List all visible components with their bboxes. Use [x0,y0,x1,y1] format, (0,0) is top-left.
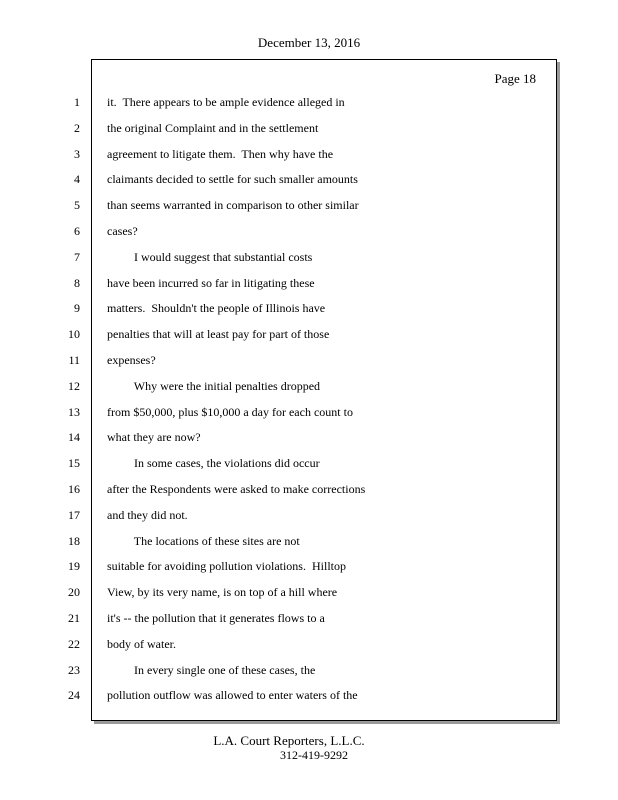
transcript-line [0,376,618,396]
line-text: In some cases, the violations did occur [107,456,320,471]
line-number: 8 [74,275,80,290]
transcript-date: December 13, 2016 [257,35,361,50]
line-text: I would suggest that substantial costs [107,249,313,264]
line-text: penalties that will at least pay for part of those [107,327,330,342]
line-number: 17 [68,507,80,522]
line-text: from $50,000, plus $10,000 a day for each count to [107,404,353,419]
line-number: 6 [74,224,80,238]
line-number: 15 [68,456,80,471]
line-text: In every single one of these cases, the [107,662,316,677]
line-text: claimants decided to settle for such smaller amounts [107,172,358,187]
line-text: cases? [107,224,138,238]
line-text: have been incurred so far in litigating these [107,275,315,290]
transcript-line [0,505,618,525]
line-number: 21 [68,611,80,625]
line-number: 20 [68,585,80,600]
line-number: 24 [68,688,80,703]
line-text: than seems warranted in comparison to other similar [107,198,359,213]
line-text: View, by its very name, is on top of a hill where [107,585,338,600]
line-text: Why were the initial penalties dropped [107,378,321,393]
transcript-line [0,298,618,318]
transcript-line [0,324,618,344]
line-text: suitable for avoiding pollution violations. Hilltop [107,559,346,574]
transcript-line [0,479,618,499]
page-number: Page 18 [494,71,536,86]
line-number: 12 [68,378,80,393]
transcript-line [0,144,618,164]
line-number: 5 [74,198,80,213]
line-text: The locations of these sites are not [107,533,300,548]
line-number: 3 [74,146,80,161]
line-number: 14 [68,430,80,445]
line-number: 18 [68,533,80,548]
line-number: 10 [68,327,80,342]
line-number: 22 [68,636,80,651]
transcript-line [0,402,618,422]
line-number: 11 [68,353,80,367]
transcript-line [0,556,618,576]
transcript-line [0,608,618,628]
line-number: 16 [68,482,80,496]
transcript-line [0,582,618,602]
line-number: 1 [74,95,80,109]
line-number: 2 [74,120,80,135]
line-text: expenses? [107,353,156,367]
transcript-line [0,169,618,189]
line-text: what they are now? [107,430,201,445]
line-number: 9 [74,301,80,316]
line-text: the original Complaint and in the settlement [107,120,319,135]
line-number: 13 [68,404,80,419]
transcript-line [0,221,618,241]
line-text: pollution outflow was allowed to enter waters of the [107,688,358,703]
transcript-line [0,531,618,551]
line-number: 4 [74,172,80,187]
transcript-line [0,350,618,370]
transcript-line [0,427,618,447]
transcript-line [0,92,618,112]
transcript-line [0,453,618,473]
line-text: it's -- the pollution that it generates flows to a [107,611,325,625]
transcript-line [0,685,618,705]
line-text: matters. Shouldn't the people of Illinois have [107,301,326,316]
court-reporter-name: L.A. Court Reporters, L.L.C. [213,733,365,748]
transcript-line [0,660,618,680]
transcript-line [0,118,618,138]
line-number: 23 [68,662,80,677]
line-text: body of water. [107,636,176,651]
transcript-line [0,195,618,215]
line-text: after the Respondents were asked to make corrections [107,482,366,496]
line-text: and they did not. [107,507,188,522]
transcript-line [0,273,618,293]
line-number: 7 [74,249,80,264]
line-text: agreement to litigate them. Then why have the [107,146,334,161]
line-text: it. There appears to be ample evidence alleged in [107,95,345,109]
transcript-line [0,634,618,654]
transcript-line [0,247,618,267]
court-reporter-phone: 312-419-9292 [280,748,348,762]
line-number: 19 [68,559,80,574]
